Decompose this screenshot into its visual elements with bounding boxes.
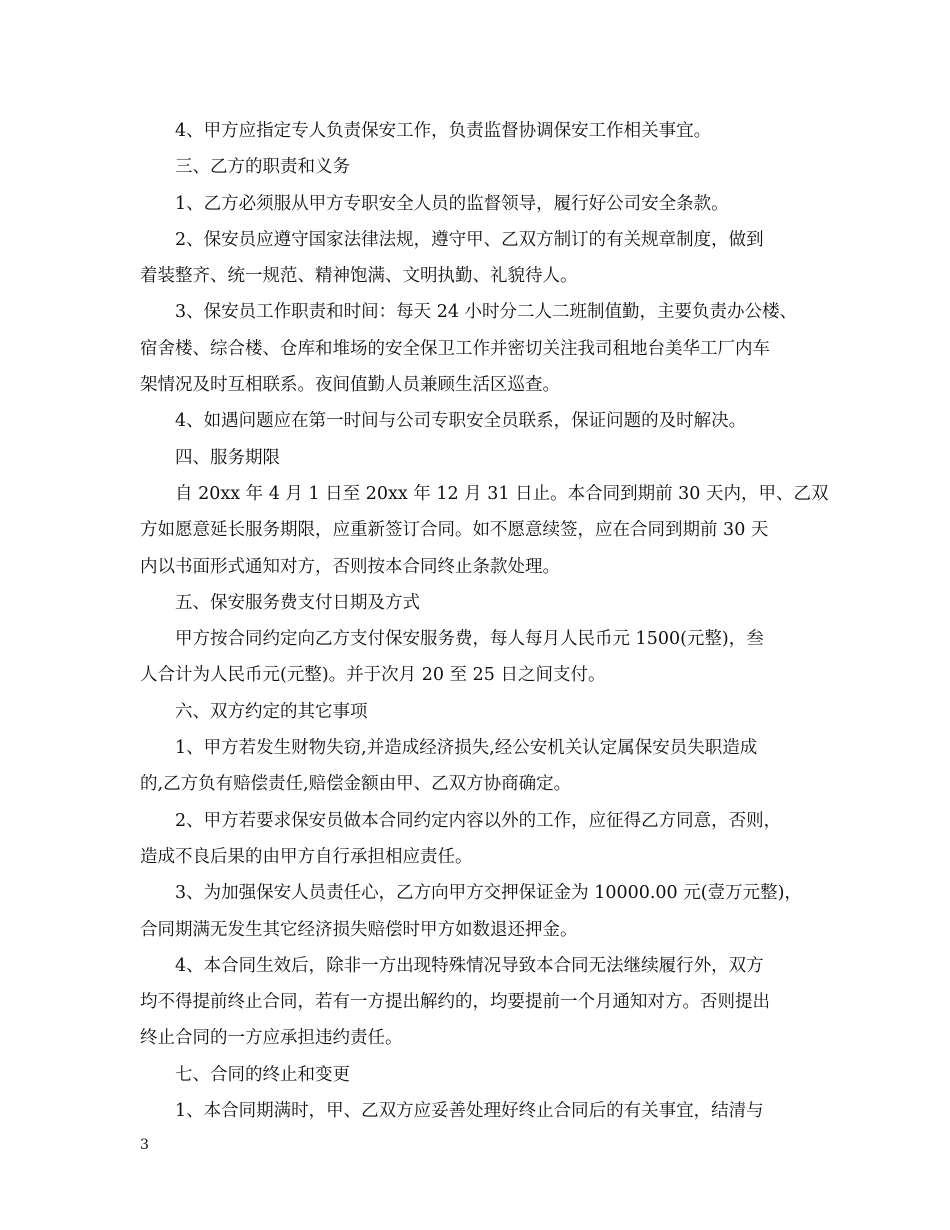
text-line: 内以书面形式通知对方，否则按本合同终止条款处理。 [140, 556, 560, 577]
text-line: 自 20xx 年 4 月 1 日至 20xx 年 12 月 31 日止。本合同到期前 30 天内，甲、乙双 [175, 483, 829, 504]
section-heading [140, 440, 815, 476]
section-heading [140, 1057, 815, 1093]
text-line: 七、合同的终止和变更 [175, 1064, 350, 1085]
section-heading [140, 585, 815, 621]
text-line: 3、保安员工作职责和时间：每天 24 小时分二人二班制值勤，主要负责办公楼、 [175, 302, 798, 323]
text-line: 的,乙方负有赔偿责任,赔偿金额由甲、乙双方协商确定。 [140, 774, 572, 795]
text-line: 造成不良后果的由甲方自行承担相应责任。 [140, 846, 473, 867]
text-line: 均不得提前终止合同，若有一方提出解约的，均要提前一个月通知对方。否则提出 [140, 992, 770, 1013]
text-line: 1、本合同期满时，甲、乙双方应妥善处理好终止合同后的有关事宜，结清与 [175, 1101, 764, 1122]
text-line: 4、本合同生效后，除非一方出现特殊情况导致本合同无法继续履行外，双方 [175, 955, 764, 976]
text-line: 六、双方约定的其它事项 [175, 701, 368, 722]
text-line: 合同期满无发生其它经济损失赔偿时甲方如数退还押金。 [140, 919, 578, 940]
text-line: 4、如遇问题应在第一时间与公司专职安全员联系，保证问题的及时解决。 [175, 411, 747, 432]
paragraph [140, 222, 815, 295]
paragraph [140, 948, 815, 1057]
paragraph [140, 294, 815, 403]
paragraph [140, 1093, 815, 1129]
text-line: 2、甲方若要求保安员做本合同约定内容以外的工作，应征得乙方同意，否则， [175, 810, 782, 831]
text-line: 宿舍楼、综合楼、仓库和堆场的安全保卫工作并密切关注我司租地台美华工厂内车 [140, 338, 770, 359]
text-line: 方如愿意延长服务期限，应重新签订合同。如不愿意续签，应在合同到期前 30 天 [140, 520, 769, 541]
document-body [140, 113, 829, 1129]
paragraph [140, 113, 815, 149]
text-line: 四、服务期限 [175, 447, 280, 468]
text-line: 1、甲方若发生财物失窃,并造成经济损失,经公安机关认定属保安员失职造成 [175, 738, 758, 759]
paragraph [140, 875, 815, 948]
page-number: 3 [140, 1137, 149, 1153]
text-line: 架情况及时互相联系。夜间值勤人员兼顾生活区巡查。 [140, 375, 560, 396]
paragraph [140, 730, 815, 803]
text-line: 人合计为人民币元(元整)。并于次月 20 至 25 日之间支付。 [140, 665, 606, 686]
paragraph [140, 803, 815, 876]
text-line: 4、甲方应指定专人负责保安工作，负责监督协调保安工作相关事宜。 [175, 121, 712, 141]
text-line: 2、保安员应遵守国家法律法规，遵守甲、乙双方制订的有关规章制度，做到 [175, 229, 764, 250]
text-line: 3、为加强保安人员责任心，乙方向甲方交押保证金为 10000.00 元(壹万元整)， [175, 883, 802, 904]
text-line: 五、保安服务费支付日期及方式 [175, 592, 420, 613]
text-line: 甲方按合同约定向乙方支付保安服务费，每人每月人民币元 1500(元整)，叁 [175, 629, 764, 650]
section-heading [140, 694, 815, 730]
paragraph [140, 621, 815, 694]
text-line: 三、乙方的职责和义务 [175, 157, 350, 178]
text-line: 1、乙方必须服从甲方专职安全人员的监督领导，履行好公司安全条款。 [175, 193, 729, 214]
text-line: 终止合同的一方应承担违约责任。 [140, 1028, 403, 1049]
paragraph [140, 186, 815, 222]
section-heading [140, 149, 815, 185]
paragraph [140, 403, 815, 439]
text-line: 着装整齐、统一规范、精神饱满、文明执勤、礼貌待人。 [140, 266, 578, 287]
paragraph [140, 476, 829, 585]
